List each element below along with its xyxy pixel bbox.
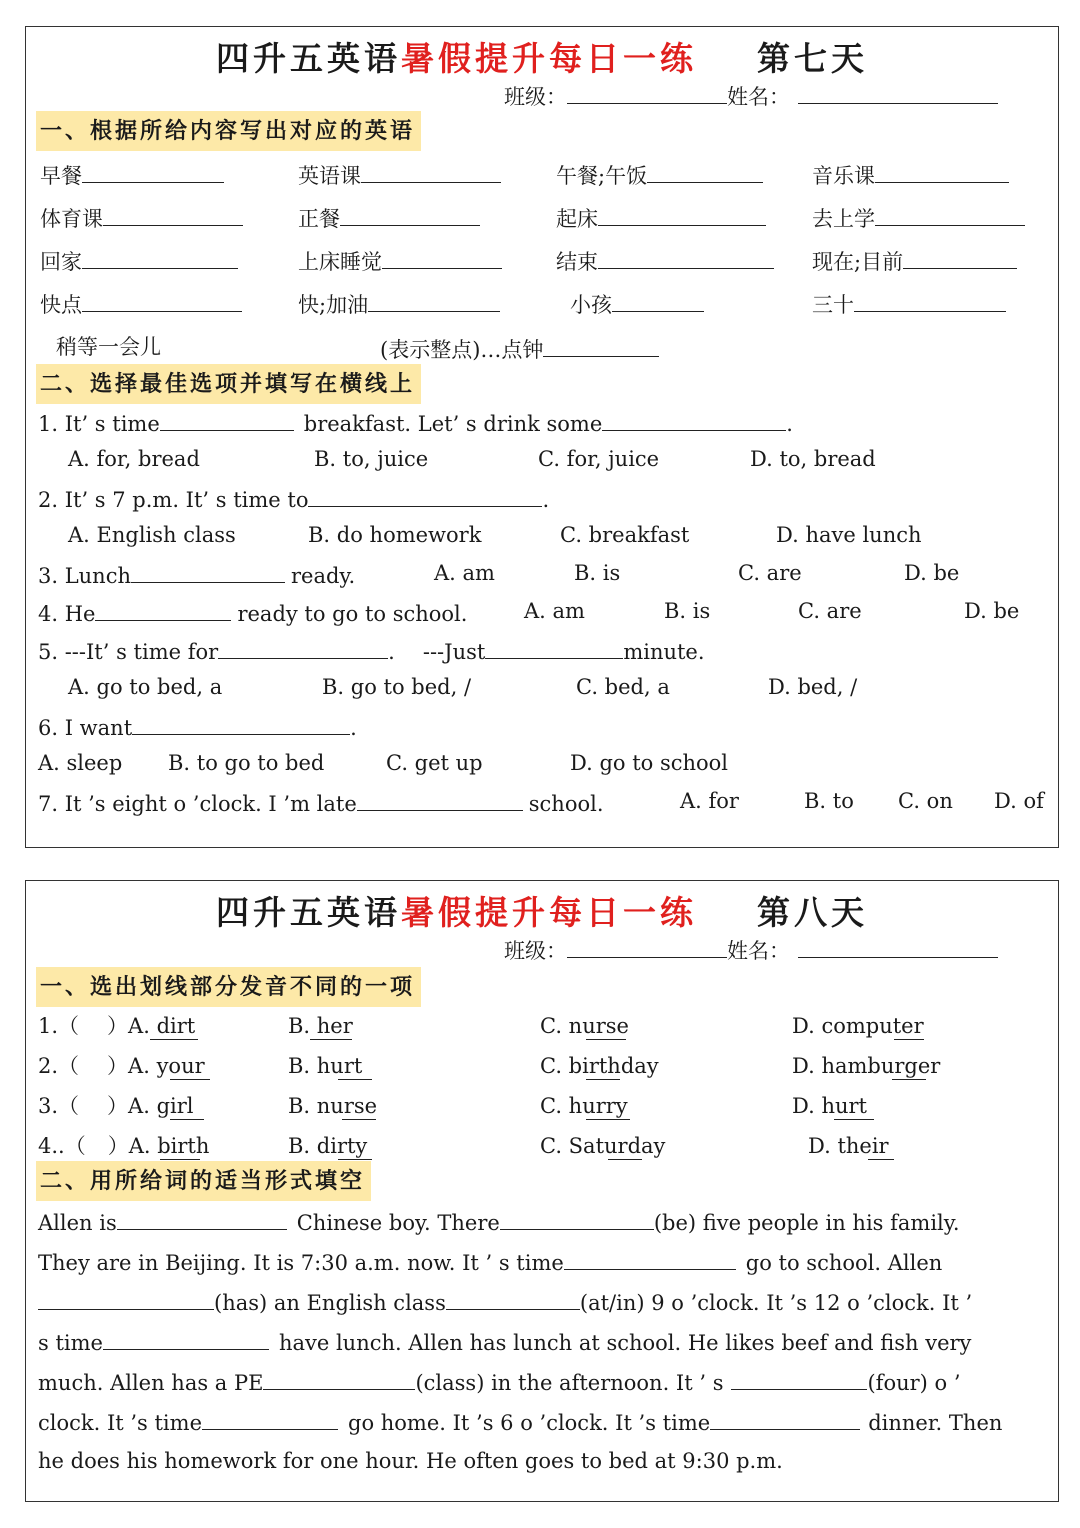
- vocab-item: 正餐: [298, 201, 480, 234]
- vocab-item: 上床睡觉: [298, 244, 502, 277]
- section-heading: 一、根据所给内容写出对应的英语: [36, 111, 421, 151]
- option[interactable]: D. go to school: [570, 751, 729, 775]
- passage-line: much. Allen has a PE (class) in the afternoon. It ’ s (four) o ’: [38, 1361, 1048, 1403]
- option: C. hurry: [540, 1094, 628, 1118]
- option[interactable]: C. bed, a: [576, 675, 670, 699]
- question-3: 3. Lunch ready.: [38, 558, 355, 591]
- name-field[interactable]: [798, 933, 998, 958]
- underline-mark: [310, 1039, 352, 1040]
- underline-mark: [586, 1079, 620, 1080]
- option[interactable]: A. go to bed, a: [68, 675, 223, 699]
- section-heading: 一、选出划线部分发音不同的一项: [36, 967, 421, 1007]
- passage-line: clock. It ’s time go home. It ’s 6 o ’clock. It ’s time dinner. Then: [38, 1401, 1048, 1443]
- option: B. her: [288, 1014, 353, 1038]
- underline-mark: [586, 1039, 626, 1040]
- vocab-item: 体育课: [40, 201, 243, 234]
- vocab-item: 去上学: [812, 201, 1025, 234]
- option[interactable]: A. English class: [68, 523, 236, 547]
- option[interactable]: D. bed, /: [768, 675, 858, 699]
- vocab-item: (表示整点)…点钟: [380, 332, 659, 365]
- worksheet-title: 四升五英语暑假提升每日一练 第八天: [216, 893, 868, 932]
- vocab-item: 快点: [40, 287, 242, 320]
- question-4: 4. He ready to go to school.: [38, 596, 467, 629]
- passage-line: (has) an English class (at/in) 9 o ’clock. It ’s 12 o ’clock. It ’: [38, 1281, 1048, 1323]
- option[interactable]: D. be: [964, 599, 1020, 623]
- option: B. hurt: [288, 1054, 363, 1078]
- class-name-line: 班级： 姓名：: [504, 933, 998, 966]
- question-6: 6. I want .: [38, 710, 357, 743]
- option[interactable]: A. am: [434, 561, 495, 585]
- underline-mark: [608, 1159, 642, 1160]
- vocab-item: 早餐: [40, 158, 224, 191]
- option[interactable]: A. am: [524, 599, 585, 623]
- vocab-item: 现在;目前: [812, 244, 1017, 277]
- option[interactable]: D. have lunch: [776, 523, 922, 547]
- option: B. nurse: [288, 1094, 378, 1118]
- option[interactable]: A. for: [680, 789, 739, 813]
- option[interactable]: B. to: [804, 789, 854, 813]
- worksheet-day7: [25, 26, 1059, 848]
- phonics-question: 4..（ ）A. birth: [38, 1134, 210, 1158]
- vocab-item: 午餐;午饭: [556, 158, 763, 191]
- option[interactable]: C. get up: [386, 751, 483, 775]
- option[interactable]: B. is: [664, 599, 711, 623]
- option[interactable]: C. breakfast: [560, 523, 690, 547]
- vocab-item: 小孩: [570, 287, 704, 320]
- vocab-item: 结束: [556, 244, 774, 277]
- option[interactable]: B. is: [574, 561, 621, 585]
- option: C. nurse: [540, 1014, 629, 1038]
- option: B. dirty: [288, 1134, 368, 1158]
- vocab-item: 回家: [40, 244, 238, 277]
- underline-mark: [170, 1079, 210, 1080]
- worksheet-day8: [25, 880, 1059, 1502]
- option[interactable]: C. on: [898, 789, 953, 813]
- question-5: 5. ---It’ s time for . ---Just minute.: [38, 634, 705, 667]
- option: D. their: [808, 1134, 889, 1158]
- vocab-item: 快;加油: [298, 287, 500, 320]
- vocab-item: 三十: [812, 287, 1006, 320]
- class-field[interactable]: [567, 933, 727, 958]
- option: C. birthday: [540, 1054, 659, 1078]
- passage-line: Allen is Chinese boy. There (be) five people in his family.: [38, 1201, 1048, 1243]
- worksheet-title: 四升五英语暑假提升每日一练 第七天: [216, 39, 868, 78]
- name-field[interactable]: [798, 79, 998, 104]
- option: D. hurt: [792, 1094, 867, 1118]
- option[interactable]: D. be: [904, 561, 960, 585]
- underline-mark: [342, 1119, 376, 1120]
- section-heading: 二、选择最佳选项并填写在横线上: [36, 364, 421, 404]
- question-7: 7. It ’s eight o ’clock. I ’m late school.: [38, 786, 604, 819]
- passage-line: They are in Beijing. It is 7:30 a.m. now. It ’ s time go to school. Allen: [38, 1241, 1048, 1283]
- option[interactable]: B. go to bed, /: [322, 675, 472, 699]
- option: D. computer: [792, 1014, 924, 1038]
- question-2: 2. It’ s 7 p.m. It’ s time to .: [38, 482, 549, 515]
- option[interactable]: D. of: [994, 789, 1044, 813]
- underline-mark: [160, 1159, 200, 1160]
- class-name-line: 班级： 姓名：: [504, 79, 998, 112]
- option[interactable]: D. to, bread: [750, 447, 876, 471]
- underline-mark: [586, 1119, 630, 1120]
- vocab-item: 英语课: [298, 158, 501, 191]
- vocab-item: 起床: [556, 201, 766, 234]
- option[interactable]: B. to, juice: [314, 447, 429, 471]
- vocab-item: 稍等一会儿: [56, 335, 161, 359]
- underline-mark: [150, 1039, 198, 1040]
- option[interactable]: A. sleep: [38, 751, 123, 775]
- question-1: 1. It’ s time breakfast. Let’ s drink some .: [38, 406, 793, 439]
- phonics-question: 3.（ ）A. girl: [38, 1094, 194, 1118]
- phonics-question: 2.（ ）A. your: [38, 1054, 205, 1078]
- option[interactable]: C. are: [798, 599, 862, 623]
- underline-mark: [170, 1119, 204, 1120]
- underline-mark: [894, 1039, 924, 1040]
- option: D. hamburger: [792, 1054, 941, 1078]
- underline-mark: [338, 1159, 372, 1160]
- option: C. Saturday: [540, 1134, 666, 1158]
- vocab-item: 音乐课: [812, 158, 1009, 191]
- class-field[interactable]: [567, 79, 727, 104]
- option[interactable]: C. for, juice: [538, 447, 660, 471]
- underline-mark: [834, 1119, 874, 1120]
- option[interactable]: A. for, bread: [68, 447, 200, 471]
- phonics-question: 1.（ ）A. dirt: [38, 1014, 196, 1038]
- passage-line: he does his homework for one hour. He often goes to bed at 9:30 p.m.: [38, 1449, 783, 1473]
- option[interactable]: B. do homework: [308, 523, 482, 547]
- underline-mark: [338, 1079, 372, 1080]
- passage-line: s time have lunch. Allen has lunch at school. He likes beef and fish very: [38, 1321, 1048, 1363]
- option[interactable]: B. to go to bed: [168, 751, 325, 775]
- underline-mark: [868, 1159, 894, 1160]
- option[interactable]: C. are: [738, 561, 802, 585]
- section-heading: 二、用所给词的适当形式填空: [36, 1161, 371, 1201]
- underline-mark: [892, 1079, 926, 1080]
